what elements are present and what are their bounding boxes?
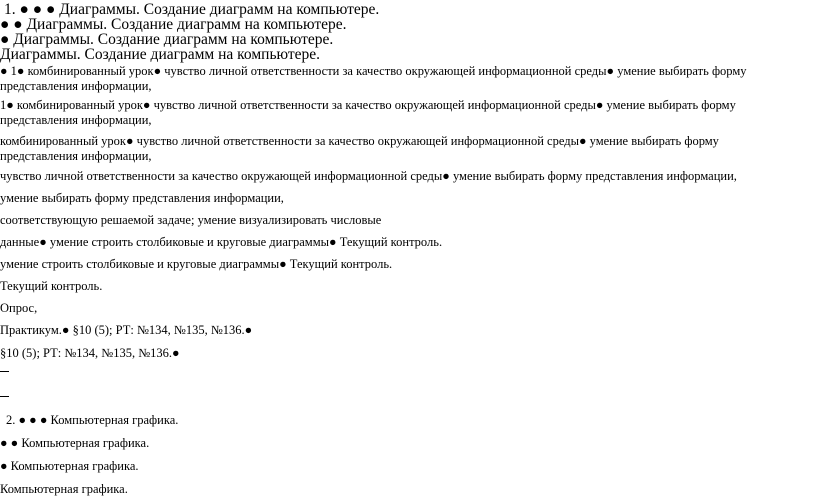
paragraph-survey: Опрос, (0, 301, 38, 315)
divider-dash-2 (0, 396, 9, 397)
section-2-heading-plain: Компьютерная графика. (0, 482, 128, 496)
paragraph-homework: §10 (5); РТ: №134, №135, №136.● (0, 346, 180, 360)
paragraph-current-control: Текущий контроль. (0, 279, 103, 293)
section-1-heading-plain: Диаграммы. Создание диаграмм на компьютере. (0, 46, 321, 63)
paragraph-visualize: соответствующую решаемой задаче; умение визуализировать числовые (0, 213, 382, 227)
paragraph-lesson-type-3: комбинированный урок● чувство личной ответственности за качество окружающей информационной среды● умение выбирать форму представления информации, (0, 134, 719, 163)
section-1-numbered-heading: 1. ● ● ● Диаграммы. Создание диаграмм на компьютере. (4, 1, 380, 18)
paragraph-lesson-type-2: 1● комбинированный урок● чувство личной ответственности за качество окружающей информационной среды● умение выбирать форму представления информации, (0, 98, 736, 127)
paragraph-responsibility: чувство личной ответственности за качество окружающей информационной среды● умение выбирать форму представления информации, (0, 169, 737, 183)
section-2-heading-two-bullets: ● ● Компьютерная графика. (0, 436, 150, 450)
paragraph-data-charts: данные● умение строить столбиковые и круговые диаграммы● Текущий контроль. (0, 235, 443, 249)
paragraph-build-charts: умение строить столбиковые и круговые диаграммы● Текущий контроль. (0, 257, 393, 271)
section-1-heading-two-bullets: ● ● Диаграммы. Создание диаграмм на компьютере. (0, 16, 347, 33)
section-2-heading-one-bullet: ● Компьютерная графика. (0, 459, 139, 473)
section-1-heading-one-bullet: ● Диаграммы. Создание диаграмм на компьютере. (0, 31, 334, 48)
paragraph-choose-form: умение выбирать форму представления информации, (0, 191, 284, 205)
section-2-numbered-heading: 2. ● ● ● Компьютерная графика. (6, 413, 179, 427)
divider-dash-1 (0, 371, 9, 372)
paragraph-lesson-type-1: ● 1● комбинированный урок● чувство личной ответственности за качество окружающей информационной среды● умение выбирать форму представления информации, (0, 64, 747, 93)
paragraph-practicum: Практикум.● §10 (5); РТ: №134, №135, №136.● (0, 323, 253, 337)
